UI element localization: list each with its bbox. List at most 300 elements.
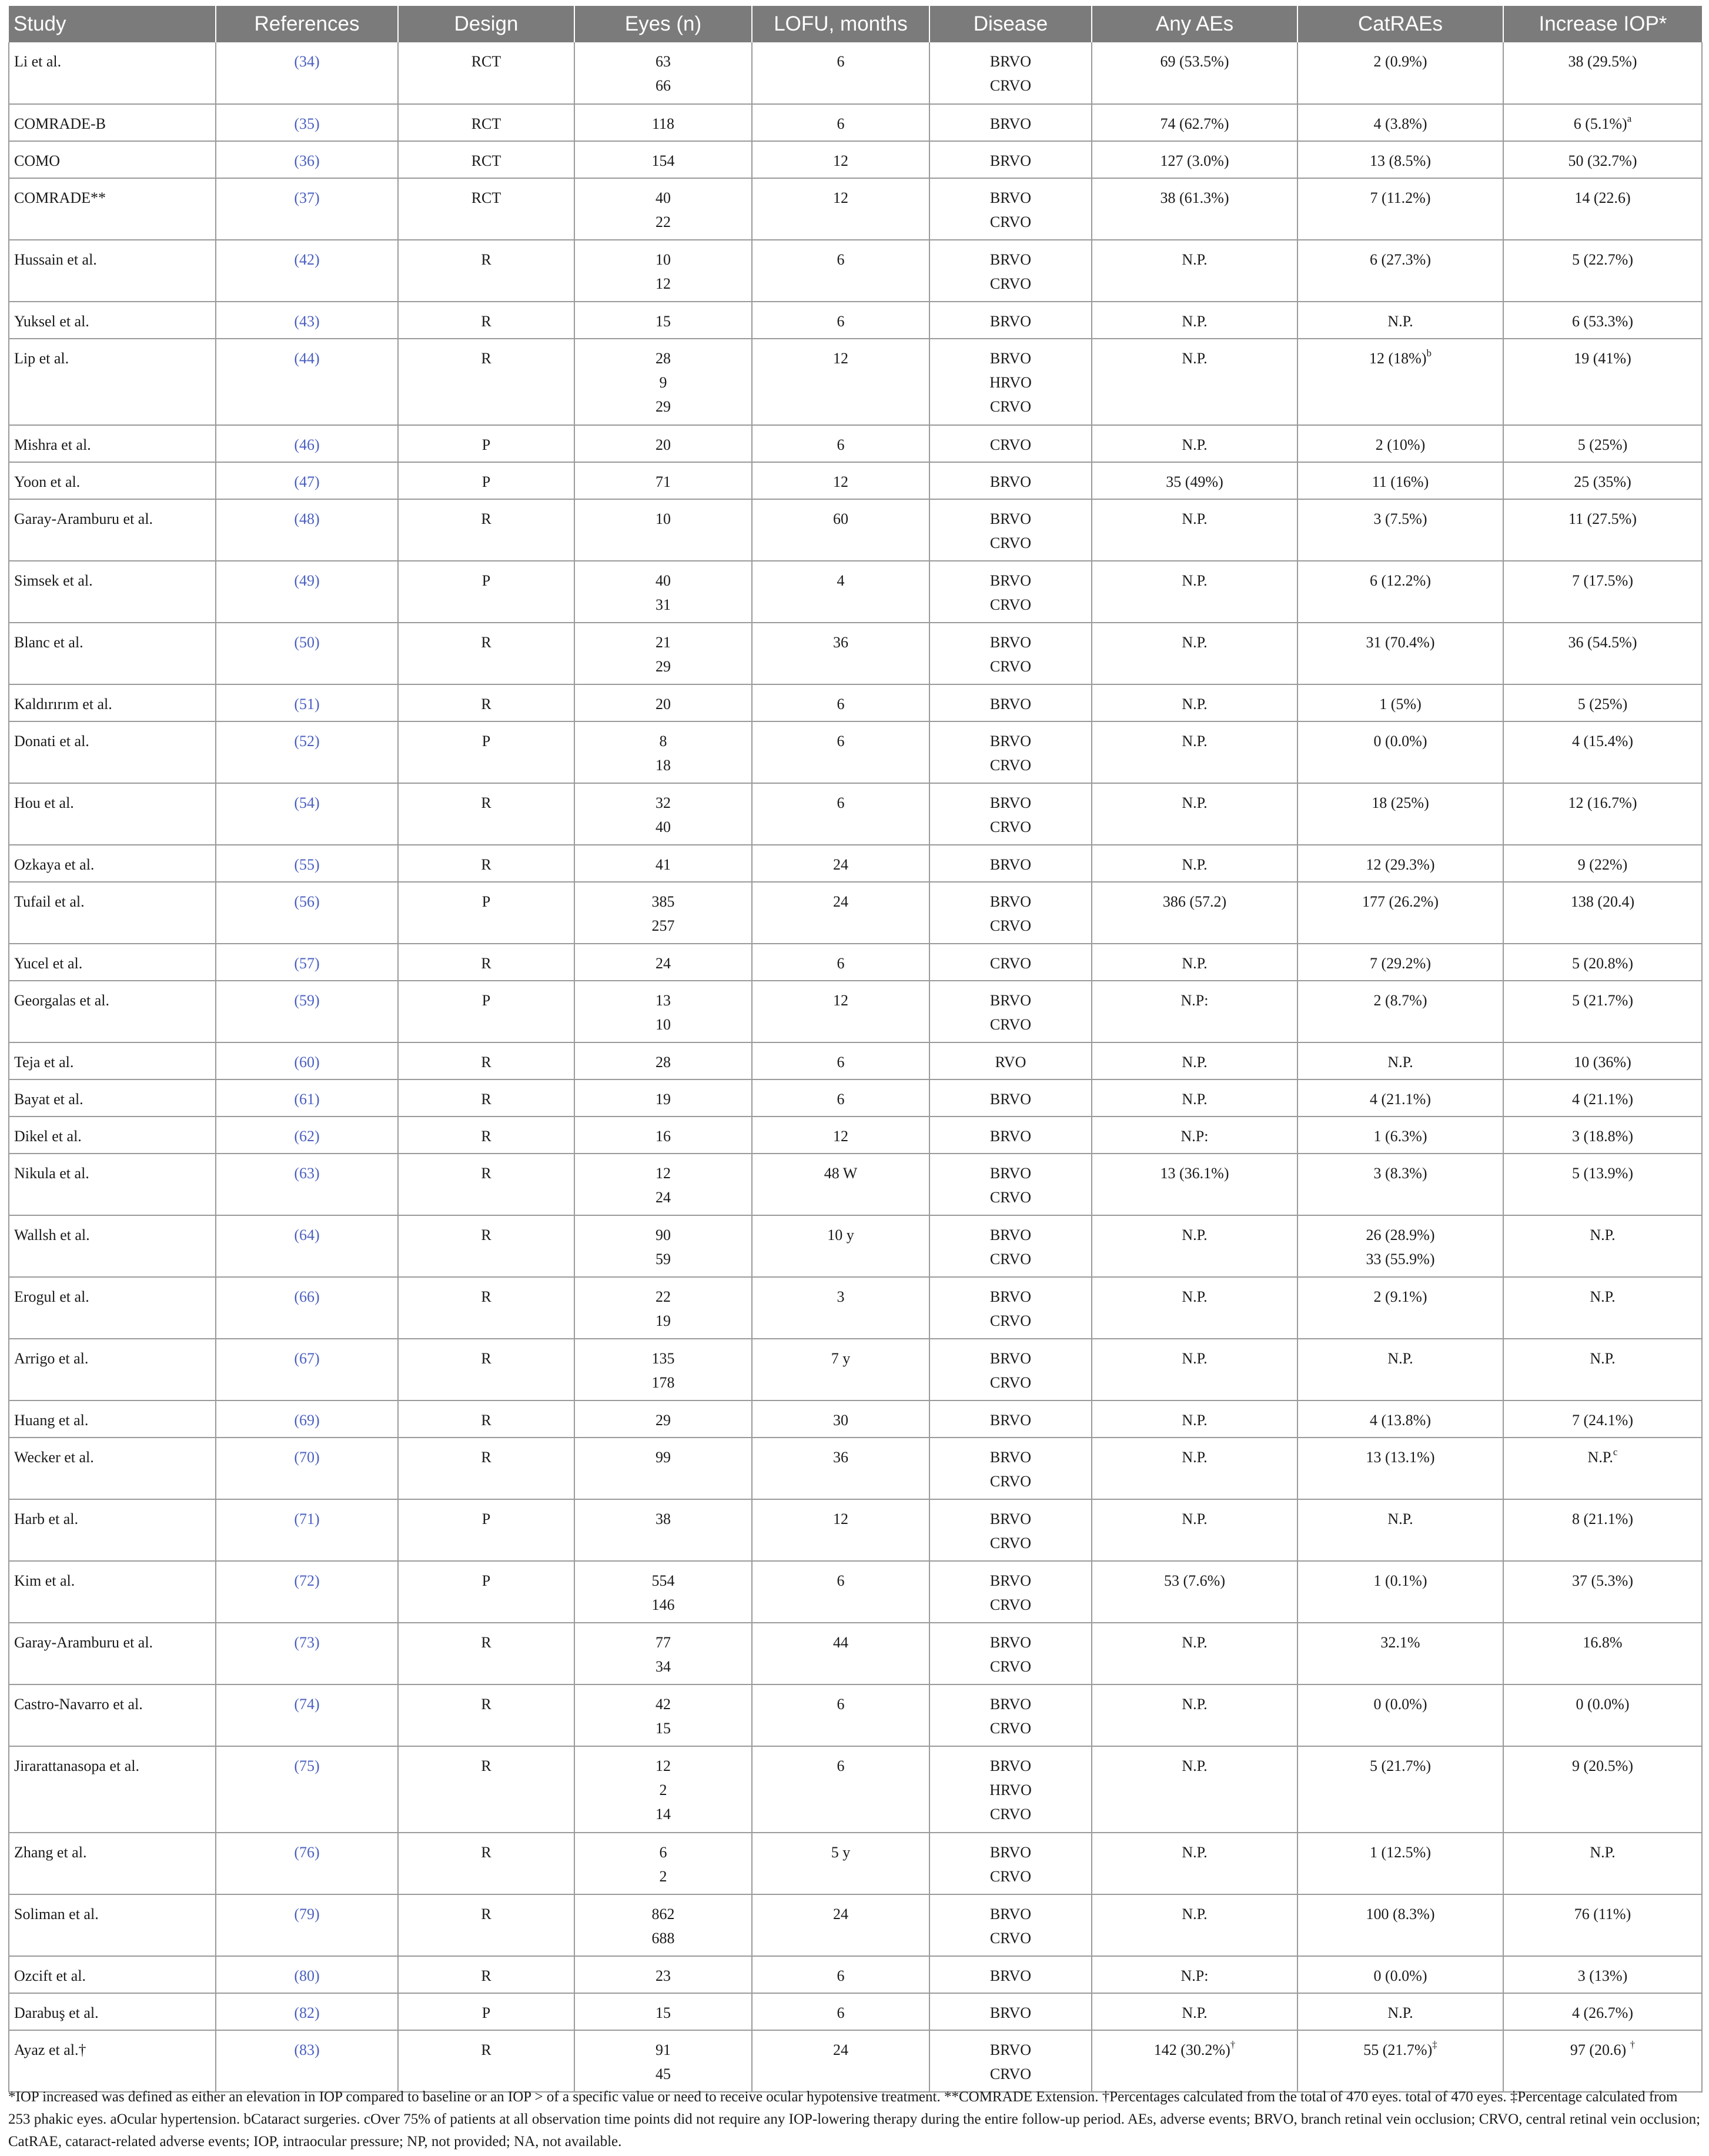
eyes-cell-line: 34 [655,1658,671,1675]
lofu-cell [752,1894,929,1956]
catraes-cell-line: 1 (0.1%) [1373,1572,1427,1589]
table-row [9,1215,1702,1277]
reference-link[interactable] [216,882,398,944]
design-cell [398,1894,574,1956]
catraes-cell-line: 0 (0.0%) [1373,1967,1427,1984]
lofu-cell-text: 24 [833,856,848,873]
disease-cell-line: BRVO [989,1165,1032,1182]
reference-link[interactable] [216,1042,398,1079]
reference-link[interactable] [216,981,398,1042]
lofu-cell-text: 12 [833,1128,848,1145]
any-aes-cell-text: N.P. [1182,634,1208,651]
catraes-cell [1297,1154,1503,1215]
eyes-cell-line: 15 [655,1720,671,1737]
eyes-cell-line: 41 [655,856,671,873]
reference-link[interactable] [216,1400,398,1438]
eyes-cell [574,684,752,721]
eyes-cell-line: 154 [651,152,675,169]
lofu-cell [752,1400,929,1438]
footnote-marker: a [1627,113,1632,125]
iop-cell-text: 5 (13.9%) [1572,1165,1633,1182]
reference-link-text[interactable]: (46) [294,436,320,453]
lofu-cell [752,882,929,944]
catraes-cell [1297,240,1503,302]
study-cell [9,1623,216,1684]
column-header: Disease [929,6,1092,42]
disease-cell-line: BRVO [989,1128,1032,1145]
reference-link[interactable] [216,1993,398,2030]
eyes-cell [574,1684,752,1746]
catraes-cell-line: 12 (29.3%) [1366,856,1435,873]
any-aes-cell-text: N.P. [1182,955,1208,972]
reference-link[interactable] [216,1746,398,1833]
reference-link[interactable] [216,178,398,240]
disease-cell-line: CRVO [989,658,1032,675]
footnote-marker: † [1230,2039,1236,2051]
catraes-cell-line: 55 (21.7%)‡ [1363,2039,1437,2058]
any-aes-cell-text: N.P. [1182,1634,1208,1651]
iop-cell-text: 9 (22%) [1577,856,1628,873]
study-cell [9,1499,216,1561]
iop-cell-text: 138 (20.4) [1570,893,1635,910]
iop-cell-text: 25 (35%) [1574,473,1631,490]
catraes-cell-line: 5 (21.7%) [1370,1757,1431,1774]
catraes-cell [1297,623,1503,684]
table-row [9,721,1702,783]
lofu-cell-text: 12 [833,152,848,169]
reference-link-text[interactable]: (83) [294,2041,320,2058]
study-cell [9,1277,216,1339]
disease-cell-line: BRVO [989,53,1032,70]
reference-link[interactable] [216,783,398,845]
disease-cell-line: CRVO [989,213,1032,230]
study-cell-text: Tufail et al. [14,893,85,910]
reference-link-text[interactable]: (67) [294,1350,320,1367]
lofu-cell-text: 24 [833,2041,848,2058]
footnote-text: *IOP increased was defined as either an elevation in IOP compared to baseline or an IOP > of a specific value or need to receive ocular hypotensive treatment. **COMRADE Extension. †Percentages calculated from the total of 470 eyes. total of 470 eyes. ‡Percentage calculated from 253 phakic eyes. aOcular hypertension. bCataract surgeries. cOver 75% of patients at all observation time points did not require any IOP-lowering therapy during the entire follow-up period. AEs, adverse events; BRVO, branch retinal vein occlusion; CRVO, central retinal vein occlusion; CatRAE, cataract-related adverse events; IOP, intraocular pressure; NP, not provided; NA, not available. [8,2089,1701,2150]
reference-link-text[interactable]: (74) [294,1696,320,1713]
catraes-cell [1297,1684,1503,1746]
catraes-cell [1297,178,1503,240]
any-aes-cell [1092,561,1297,623]
catraes-cell-line: 100 (8.3%) [1366,1906,1435,1923]
any-aes-cell [1092,783,1297,845]
reference-link[interactable] [216,499,398,561]
lofu-cell-text: 10 y [827,1226,854,1244]
reference-link-text[interactable]: (56) [294,893,320,910]
reference-link-text[interactable]: (37) [294,189,320,206]
eyes-cell [574,1623,752,1684]
catraes-cell-line: 26 (28.9%) [1366,1226,1435,1244]
study-cell [9,1079,216,1117]
disease-cell-line: CRVO [989,1473,1032,1490]
design-cell-text: R [481,1412,491,1429]
iop-cell-text: 0 (0.0%) [1576,1696,1630,1713]
column-header: Design [398,6,574,42]
lofu-cell [752,1561,929,1623]
eyes-cell [574,1154,752,1215]
reference-link-text[interactable]: (47) [294,473,320,490]
reference-link-text[interactable]: (52) [294,733,320,750]
iop-cell-text: N.P. [1590,1226,1616,1244]
eyes-cell [574,1042,752,1079]
iop-cell-text: 12 (16.7%) [1568,794,1637,811]
table-row [9,1561,1702,1623]
catraes-cell [1297,499,1503,561]
column-header: Increase IOP* [1503,6,1702,42]
reference-link-text[interactable]: (35) [294,115,320,132]
catraes-cell-line: 0 (0.0%) [1373,733,1427,750]
catraes-cell [1297,104,1503,141]
iop-cell [1503,623,1702,684]
any-aes-cell-text: 69 (53.5%) [1160,53,1229,70]
reference-link[interactable] [216,1833,398,1894]
design-cell [398,1277,574,1339]
table-row [9,425,1702,462]
reference-link-text[interactable]: (79) [294,1906,320,1923]
catraes-cell-line: N.P. [1387,313,1413,330]
eyes-cell-line: 2 [659,1781,667,1799]
lofu-cell-text: 6 [837,696,845,713]
eyes-cell-line: 10 [655,510,671,527]
study-cell-text: Yoon et al. [14,473,81,490]
lofu-cell [752,1499,929,1561]
disease-cell [929,425,1092,462]
reference-link[interactable] [216,561,398,623]
iop-cell [1503,1438,1702,1499]
reference-link-text[interactable]: (73) [294,1634,320,1651]
eyes-cell-line: 22 [655,213,671,230]
eyes-cell-line: 99 [655,1449,671,1466]
iop-cell-text: 3 (18.8%) [1572,1128,1633,1145]
eyes-cell [574,42,752,104]
iop-cell [1503,1215,1702,1277]
reference-link-text[interactable]: (48) [294,510,320,527]
eyes-cell [574,339,752,425]
any-aes-cell [1092,1623,1297,1684]
eyes-cell [574,1079,752,1117]
any-aes-cell [1092,462,1297,499]
eyes-cell-line: 22 [655,1288,671,1305]
eyes-cell-line: 385 [651,893,675,910]
column-header: LOFU, months [752,6,929,42]
any-aes-cell [1092,1042,1297,1079]
disease-cell-line: BRVO [989,1696,1032,1713]
header-row [9,6,1702,42]
study-cell-text: Huang et al. [14,1412,89,1429]
reference-link[interactable] [216,1684,398,1746]
column-header: CatRAEs [1297,6,1503,42]
iop-cell-text: 7 (24.1%) [1572,1412,1633,1429]
eyes-cell [574,178,752,240]
design-cell [398,141,574,178]
any-aes-cell-text: 142 (30.2%)† [1153,2039,1236,2058]
table-row [9,623,1702,684]
reference-link[interactable] [216,1215,398,1277]
reference-link[interactable] [216,1561,398,1623]
iop-cell [1503,1117,1702,1154]
catraes-cell [1297,1079,1503,1117]
reference-link[interactable] [216,944,398,981]
reference-link[interactable] [216,240,398,302]
reference-link-text[interactable]: (76) [294,1844,320,1861]
reference-link-text[interactable]: (69) [294,1412,320,1429]
disease-cell-line: BRVO [989,1412,1032,1429]
eyes-cell [574,104,752,141]
reference-link[interactable] [216,141,398,178]
disease-cell-line: CRVO [989,1374,1032,1391]
study-cell [9,1400,216,1438]
footnote-marker: † [1630,2039,1636,2051]
catraes-cell [1297,1623,1503,1684]
disease-cell-line: BRVO [989,1906,1032,1923]
study-cell [9,1042,216,1079]
table-row [9,42,1702,104]
reference-link[interactable] [216,339,398,425]
reference-link[interactable] [216,623,398,684]
design-cell-text: R [481,1844,491,1861]
study-cell-text: Yucel et al. [14,955,83,972]
lofu-cell [752,561,929,623]
reference-link-text[interactable]: (63) [294,1165,320,1182]
eyes-cell [574,1499,752,1561]
any-aes-cell-text: N.P. [1182,1091,1208,1108]
disease-cell-line: HRVO [989,1781,1032,1799]
reference-link[interactable] [216,302,398,339]
eyes-cell [574,783,752,845]
iop-cell-text: 7 (17.5%) [1572,572,1633,589]
reference-link[interactable] [216,104,398,141]
reference-link-text[interactable]: (70) [294,1449,320,1466]
iop-cell-text: N.P. [1590,1350,1616,1367]
any-aes-cell-text: 53 (7.6%) [1164,1572,1225,1589]
catraes-cell-line: 32.1% [1380,1634,1420,1651]
reference-link-text[interactable]: (57) [294,955,320,972]
disease-cell-line: CRVO [989,1312,1032,1329]
reference-link-text[interactable]: (44) [294,350,320,367]
design-cell-text: R [481,1449,491,1466]
any-aes-cell [1092,1993,1297,2030]
disease-cell-line: BRVO [989,251,1032,268]
design-cell [398,302,574,339]
reference-link-text[interactable]: (62) [294,1128,320,1145]
eyes-cell-line: 23 [655,1967,671,1984]
reference-link[interactable] [216,462,398,499]
table-row [9,684,1702,721]
study-cell-text: Li et al. [14,53,62,70]
reference-link[interactable] [216,1079,398,1117]
any-aes-cell [1092,1894,1297,1956]
disease-cell-line: BRVO [989,696,1032,713]
any-aes-cell [1092,425,1297,462]
eyes-cell-line: 19 [655,1312,671,1329]
reference-link-text[interactable]: (54) [294,794,320,811]
reference-link-text[interactable]: (59) [294,992,320,1009]
lofu-cell [752,944,929,981]
any-aes-cell [1092,684,1297,721]
reference-link-text[interactable]: (49) [294,572,320,589]
catraes-cell [1297,1117,1503,1154]
disease-cell [929,944,1092,981]
catraes-cell [1297,981,1503,1042]
table-row [9,499,1702,561]
reference-link-text[interactable]: (66) [294,1288,320,1305]
disease-cell [929,339,1092,425]
eyes-cell-line: 59 [655,1251,671,1268]
reference-link[interactable] [216,1894,398,1956]
reference-link[interactable] [216,845,398,882]
table-row [9,1154,1702,1215]
lofu-cell [752,302,929,339]
reference-link-text[interactable]: (51) [294,696,320,713]
any-aes-cell-text: N.P. [1182,733,1208,750]
reference-link[interactable] [216,721,398,783]
study-cell [9,104,216,141]
column-header: References [216,6,398,42]
study-cell [9,561,216,623]
lofu-cell [752,1684,929,1746]
any-aes-cell [1092,104,1297,141]
catraes-cell [1297,882,1503,944]
disease-cell-line: HRVO [989,374,1032,391]
lofu-cell-text: 6 [837,115,845,132]
disease-cell-line: BRVO [989,572,1032,589]
any-aes-cell-text: N.P. [1182,1696,1208,1713]
design-cell-text: RCT [471,189,501,206]
eyes-cell [574,561,752,623]
reference-link-text[interactable]: (61) [294,1091,320,1108]
eyes-cell-line: 178 [651,1374,675,1391]
reference-link[interactable] [216,425,398,462]
disease-cell-line: BRVO [989,1226,1032,1244]
design-cell [398,1438,574,1499]
reference-link[interactable] [216,1117,398,1154]
disease-cell [929,1154,1092,1215]
reference-link[interactable] [216,1339,398,1400]
disease-cell [929,499,1092,561]
disease-cell [929,42,1092,104]
reference-link[interactable] [216,1499,398,1561]
catraes-cell-line: 7 (29.2%) [1370,955,1431,972]
any-aes-cell-text: 13 (36.1%) [1160,1165,1229,1182]
design-cell-text: R [481,1128,491,1145]
design-cell-text: R [481,1165,491,1182]
catraes-cell [1297,1833,1503,1894]
iop-cell-text: 38 (29.5%) [1568,53,1637,70]
disease-cell [929,1339,1092,1400]
design-cell-text: R [481,2041,491,2058]
study-cell-text: Garay-Aramburu et al. [14,1634,153,1651]
disease-cell-line: CRVO [989,1189,1032,1206]
catraes-cell-line: N.P. [1387,1510,1413,1527]
study-cell [9,1833,216,1894]
reference-link[interactable] [216,1438,398,1499]
disease-cell-line: BRVO [989,1449,1032,1466]
any-aes-cell-text: N.P. [1182,1350,1208,1367]
catraes-cell [1297,1438,1503,1499]
any-aes-cell [1092,1400,1297,1438]
catraes-cell-line: 2 (10%) [1375,436,1426,453]
iop-cell-text: 6 (53.3%) [1572,313,1633,330]
reference-link-text[interactable]: (71) [294,1510,320,1527]
reference-link-text[interactable]: (80) [294,1967,320,1984]
reference-link-text[interactable]: (43) [294,313,320,330]
reference-link-text[interactable]: (34) [294,53,320,70]
iop-cell [1503,1993,1702,2030]
table-row [9,462,1702,499]
any-aes-cell-text: N.P. [1182,1412,1208,1429]
study-cell [9,42,216,104]
catraes-cell [1297,1215,1503,1277]
design-cell-text: R [481,955,491,972]
reference-link[interactable] [216,684,398,721]
reference-link[interactable] [216,2030,398,2092]
reference-link-text[interactable]: (55) [294,856,320,873]
eyes-cell-line: 29 [655,1412,671,1429]
catraes-cell [1297,944,1503,981]
reference-link[interactable] [216,1956,398,1993]
reference-link-text[interactable]: (42) [294,251,320,268]
reference-link-text[interactable]: (36) [294,152,320,169]
disease-cell-line: BRVO [989,1757,1032,1774]
reference-link-text[interactable]: (72) [294,1572,320,1589]
table-row [9,1833,1702,1894]
disease-cell [929,462,1092,499]
reference-link[interactable] [216,1154,398,1215]
eyes-cell [574,845,752,882]
iop-cell [1503,1154,1702,1215]
column-header: Any AEs [1092,6,1297,42]
disease-cell [929,178,1092,240]
disease-cell-line: BRVO [989,1350,1032,1367]
iop-cell [1503,882,1702,944]
table-row [9,1277,1702,1339]
reference-link[interactable] [216,42,398,104]
study-cell-text: Garay-Aramburu et al. [14,510,153,527]
design-cell-text: P [481,572,491,589]
reference-link-text[interactable]: (82) [294,2004,320,2021]
any-aes-cell [1092,1277,1297,1339]
iop-cell-text: N.P. [1590,1288,1616,1305]
catraes-cell [1297,783,1503,845]
table-row [9,1746,1702,1833]
reference-link-text[interactable]: (64) [294,1226,320,1244]
footnote-marker: b [1426,347,1432,359]
catraes-cell [1297,462,1503,499]
disease-cell-line: BRVO [989,350,1032,367]
design-cell-text: R [481,1226,491,1244]
reference-link[interactable] [216,1623,398,1684]
lofu-cell-text: 44 [833,1634,848,1651]
any-aes-cell [1092,1079,1297,1117]
catraes-cell-line: 177 (26.2%) [1362,893,1439,910]
eyes-cell-line: 66 [655,77,671,94]
lofu-cell [752,1277,929,1339]
reference-link-text[interactable]: (75) [294,1757,320,1774]
any-aes-cell-text: 38 (61.3%) [1160,189,1229,206]
design-cell-text: R [481,1350,491,1367]
lofu-cell [752,1833,929,1894]
study-cell [9,1894,216,1956]
disease-cell [929,882,1092,944]
reference-link-text[interactable]: (60) [294,1054,320,1071]
reference-link-text[interactable]: (50) [294,634,320,651]
reference-link[interactable] [216,1277,398,1339]
catraes-cell-line: 4 (21.1%) [1370,1091,1431,1108]
design-cell [398,944,574,981]
table-row [9,141,1702,178]
eyes-cell [574,2030,752,2092]
